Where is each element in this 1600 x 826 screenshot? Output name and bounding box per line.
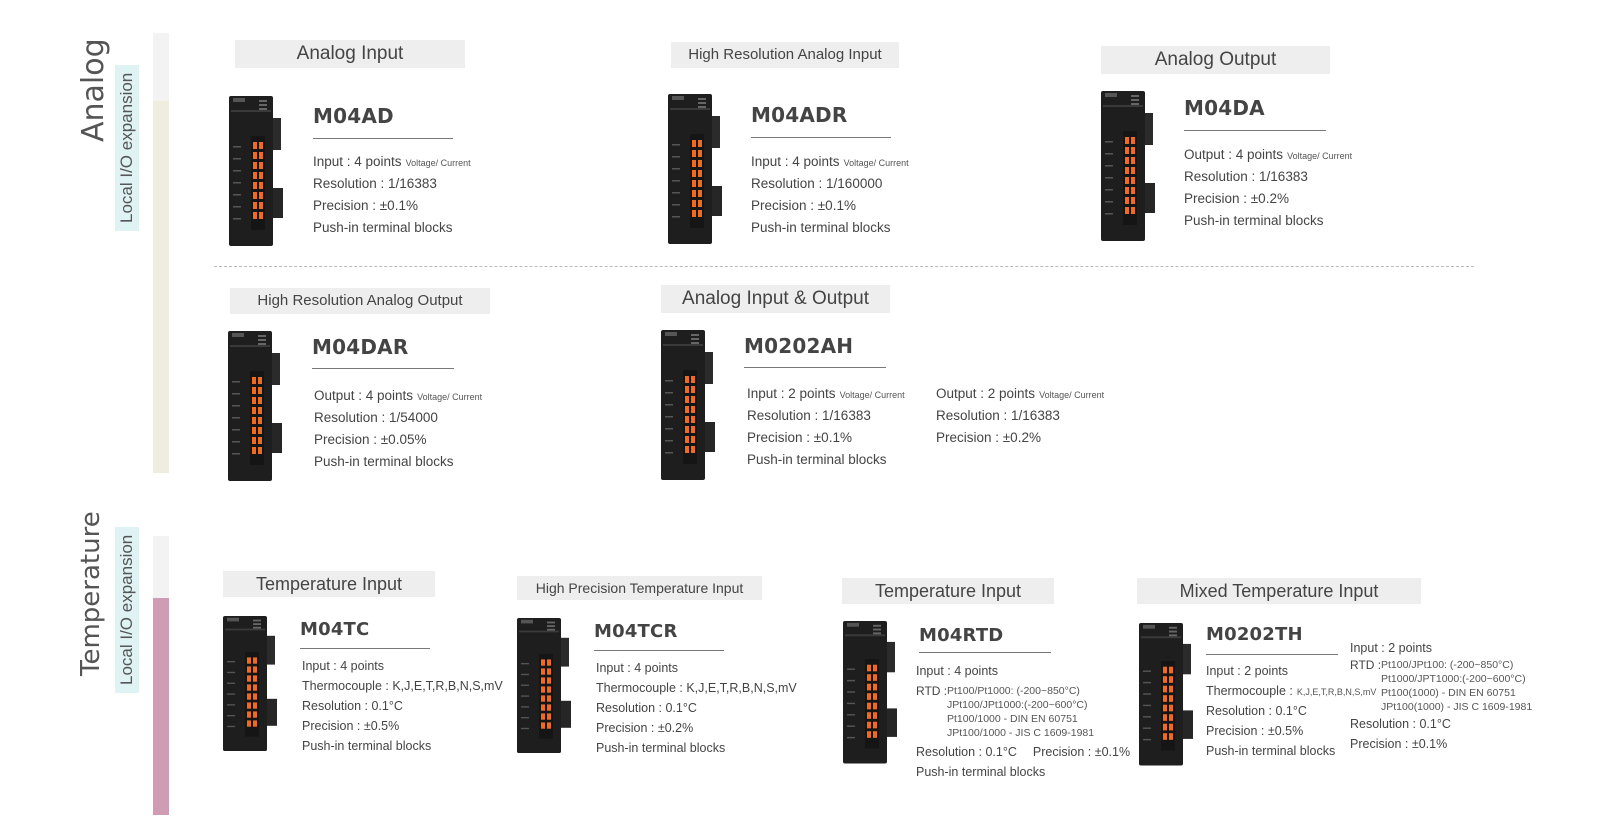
- temperature-title: Temperature: [76, 511, 106, 676]
- analog-title: Analog: [76, 38, 111, 142]
- model-underline: [744, 367, 886, 368]
- spec-rtd: RTD : Pt100/JPt100: (-200~850°C) Pt1000/JPT1000:(-200~600°C) Pt100(1000) - DIN EN 60751 JPt100(1000) - JIS C 1609-1981: [1350, 658, 1533, 713]
- spec-terminal: Push-in terminal blocks: [747, 452, 887, 467]
- spec-list-m04rtd: [916, 661, 1130, 782]
- rtd-line: Pt100/Pt1000: (-200~850°C): [947, 685, 1080, 697]
- model-name-m04ad: M04AD: [313, 104, 394, 128]
- category-label-temperature-input: Temperature Input: [223, 571, 435, 597]
- spec-precision: Precision : ±0.2%: [1184, 191, 1289, 206]
- spec-precision: Precision : ±0.1%: [313, 198, 418, 213]
- spec-output: Output : 4 points Voltage/ Current: [1184, 147, 1353, 162]
- spec-resolution: Resolution : 1/16383: [313, 176, 437, 191]
- spec-terminal: Push-in terminal blocks: [313, 220, 453, 235]
- temperature-bar-top: [153, 536, 169, 598]
- spec-terminal: Push-in terminal blocks: [302, 739, 432, 753]
- spec-precision: Precision : ±0.05%: [314, 432, 427, 447]
- rtd-line: JPt100/1000 - JIS C 1609-1981: [947, 727, 1095, 739]
- model-underline: [594, 650, 724, 651]
- spec-precision: Precision : ±0.5%: [1206, 724, 1304, 738]
- model-name-m04da: M04DA: [1184, 96, 1265, 120]
- device-image-m04adr: [668, 94, 724, 246]
- spec-list-m0202ah-input: [747, 383, 905, 471]
- device-image-m0202th: [1139, 623, 1195, 766]
- spec-terminal: Push-in terminal blocks: [916, 765, 1046, 779]
- category-label-high-res-analog-output: High Resolution Analog Output: [230, 288, 490, 314]
- spec-input: Input : 2 points: [1206, 664, 1289, 678]
- spec-thermocouple: Thermocouple : K,J,E,T,R,B,N,S,mV: [302, 679, 503, 693]
- spec-terminal: Push-in terminal blocks: [314, 454, 454, 469]
- spec-resolution-precision: Resolution : 0.1°C Precision : ±0.1%: [916, 745, 1131, 759]
- model-underline: [751, 137, 891, 138]
- spec-terminal: Push-in terminal blocks: [751, 220, 891, 235]
- rtd-line: JPt100/JPt1000:(-200~600°C): [947, 699, 1088, 711]
- rtd-line: Pt100/JPt100: (-200~850°C): [1381, 659, 1514, 671]
- spec-list-m0202th-rtd: [1350, 638, 1532, 754]
- device-image-m04tcr: [517, 618, 573, 756]
- spec-list-m04tcr: [596, 658, 797, 758]
- model-name-m04dar: M04DAR: [312, 335, 409, 359]
- spec-list-m0202ah-output: [936, 383, 1104, 449]
- model-underline: [313, 138, 453, 139]
- device-image-m04da: [1101, 91, 1157, 243]
- spec-list-m04tc: [302, 656, 503, 756]
- model-underline: [919, 652, 1051, 653]
- model-underline: [1184, 130, 1326, 131]
- analog-subtitle: Local I/O expansion: [115, 65, 139, 231]
- model-underline: [312, 368, 454, 369]
- device-image-m04tc: [223, 616, 279, 754]
- spec-precision: Precision : ±0.1%: [1350, 737, 1448, 751]
- category-label-analog-input-output: Analog Input & Output: [661, 285, 890, 313]
- category-label-high-res-analog-input: High Resolution Analog Input: [671, 42, 899, 68]
- spec-precision: Precision : ±0.5%: [302, 719, 400, 733]
- temperature-subtitle: Local I/O expansion: [115, 527, 139, 693]
- model-underline: [1206, 654, 1338, 655]
- model-name-m04tcr: M04TCR: [594, 621, 678, 642]
- spec-list-m04dar: [314, 385, 482, 473]
- spec-thermocouple: Thermocouple : K,J,E,T,R,B,N,S,mV: [1206, 684, 1377, 698]
- spec-input: Input : 2 points Voltage/ Current: [747, 386, 905, 401]
- spec-resolution: Resolution : 0.1°C: [1350, 717, 1451, 731]
- spec-resolution: Resolution : 1/16383: [936, 408, 1060, 423]
- spec-input: Input : 4 points Voltage/ Current: [751, 154, 909, 169]
- model-name-m04adr: M04ADR: [751, 103, 848, 127]
- device-image-m04ad: [229, 96, 285, 248]
- model-name-m0202th: M0202TH: [1206, 624, 1303, 645]
- spec-resolution: Resolution : 0.1°C: [302, 699, 403, 713]
- spec-precision: Precision : ±0.1%: [747, 430, 852, 445]
- spec-resolution: Resolution : 0.1°C: [596, 701, 697, 715]
- spec-thermocouple: Thermocouple : K,J,E,T,R,B,N,S,mV: [596, 681, 797, 695]
- rtd-line: Pt100/1000 - DIN EN 60751: [947, 713, 1078, 725]
- spec-terminal: Push-in terminal blocks: [1184, 213, 1324, 228]
- model-underline: [300, 648, 430, 649]
- spec-output: Output : 2 points Voltage/ Current: [936, 386, 1105, 401]
- spec-input: Input : 4 points: [302, 659, 385, 673]
- spec-precision: Precision : ±0.2%: [596, 721, 694, 735]
- spec-resolution: Resolution : 1/16383: [1184, 169, 1308, 184]
- rtd-line: Pt100(1000) - DIN EN 60751: [1381, 687, 1516, 699]
- spec-list-m04ad: [313, 151, 471, 239]
- spec-list-m04adr: [751, 151, 909, 239]
- category-label-temperature-input-rtd: Temperature Input: [842, 578, 1054, 604]
- spec-input: Input : 4 points: [596, 661, 679, 675]
- spec-resolution: Resolution : 1/54000: [314, 410, 438, 425]
- category-label-analog-output: Analog Output: [1101, 46, 1330, 74]
- spec-precision: Precision : ±0.2%: [936, 430, 1041, 445]
- device-image-m04rtd: [843, 621, 899, 764]
- section-divider: [214, 266, 1474, 267]
- spec-precision: Precision : ±0.1%: [751, 198, 856, 213]
- device-image-m0202ah: [661, 330, 717, 482]
- spec-terminal: Push-in terminal blocks: [1206, 744, 1336, 758]
- spec-output: Output : 4 points Voltage/ Current: [314, 388, 483, 403]
- temperature-bar: [153, 598, 169, 815]
- spec-terminal: Push-in terminal blocks: [596, 741, 726, 755]
- device-image-m04dar: [228, 331, 284, 483]
- category-label-mixed-temperature-input: Mixed Temperature Input: [1137, 578, 1421, 604]
- spec-input: Input : 4 points Voltage/ Current: [313, 154, 471, 169]
- analog-bar-top: [153, 33, 169, 101]
- spec-resolution: Resolution : 1/160000: [751, 176, 883, 191]
- model-name-m0202ah: M0202AH: [744, 334, 854, 358]
- rtd-line: Pt1000/JPT1000:(-200~600°C): [1381, 673, 1526, 685]
- analog-bar: [153, 101, 169, 473]
- category-label-analog-input: Analog Input: [235, 40, 465, 68]
- model-name-m04rtd: M04RTD: [919, 625, 1004, 646]
- spec-list-m04da: [1184, 144, 1352, 232]
- rtd-line: JPt100(1000) - JIS C 1609-1981: [1381, 701, 1533, 713]
- category-label-high-precision-temperature-input: High Precision Temperature Input: [517, 576, 762, 600]
- spec-rtd: RTD : Pt100/Pt1000: (-200~850°C) JPt100/JPt1000:(-200~600°C) Pt100/1000 - DIN EN 60751 JPt100/1000 - JIS C 1609-1981: [916, 684, 1095, 739]
- spec-resolution: Resolution : 0.1°C: [1206, 704, 1307, 718]
- spec-input: Input : 2 points: [1350, 641, 1433, 655]
- spec-resolution: Resolution : 1/16383: [747, 408, 871, 423]
- model-name-m04tc: M04TC: [300, 619, 370, 640]
- spec-input: Input : 4 points: [916, 664, 999, 678]
